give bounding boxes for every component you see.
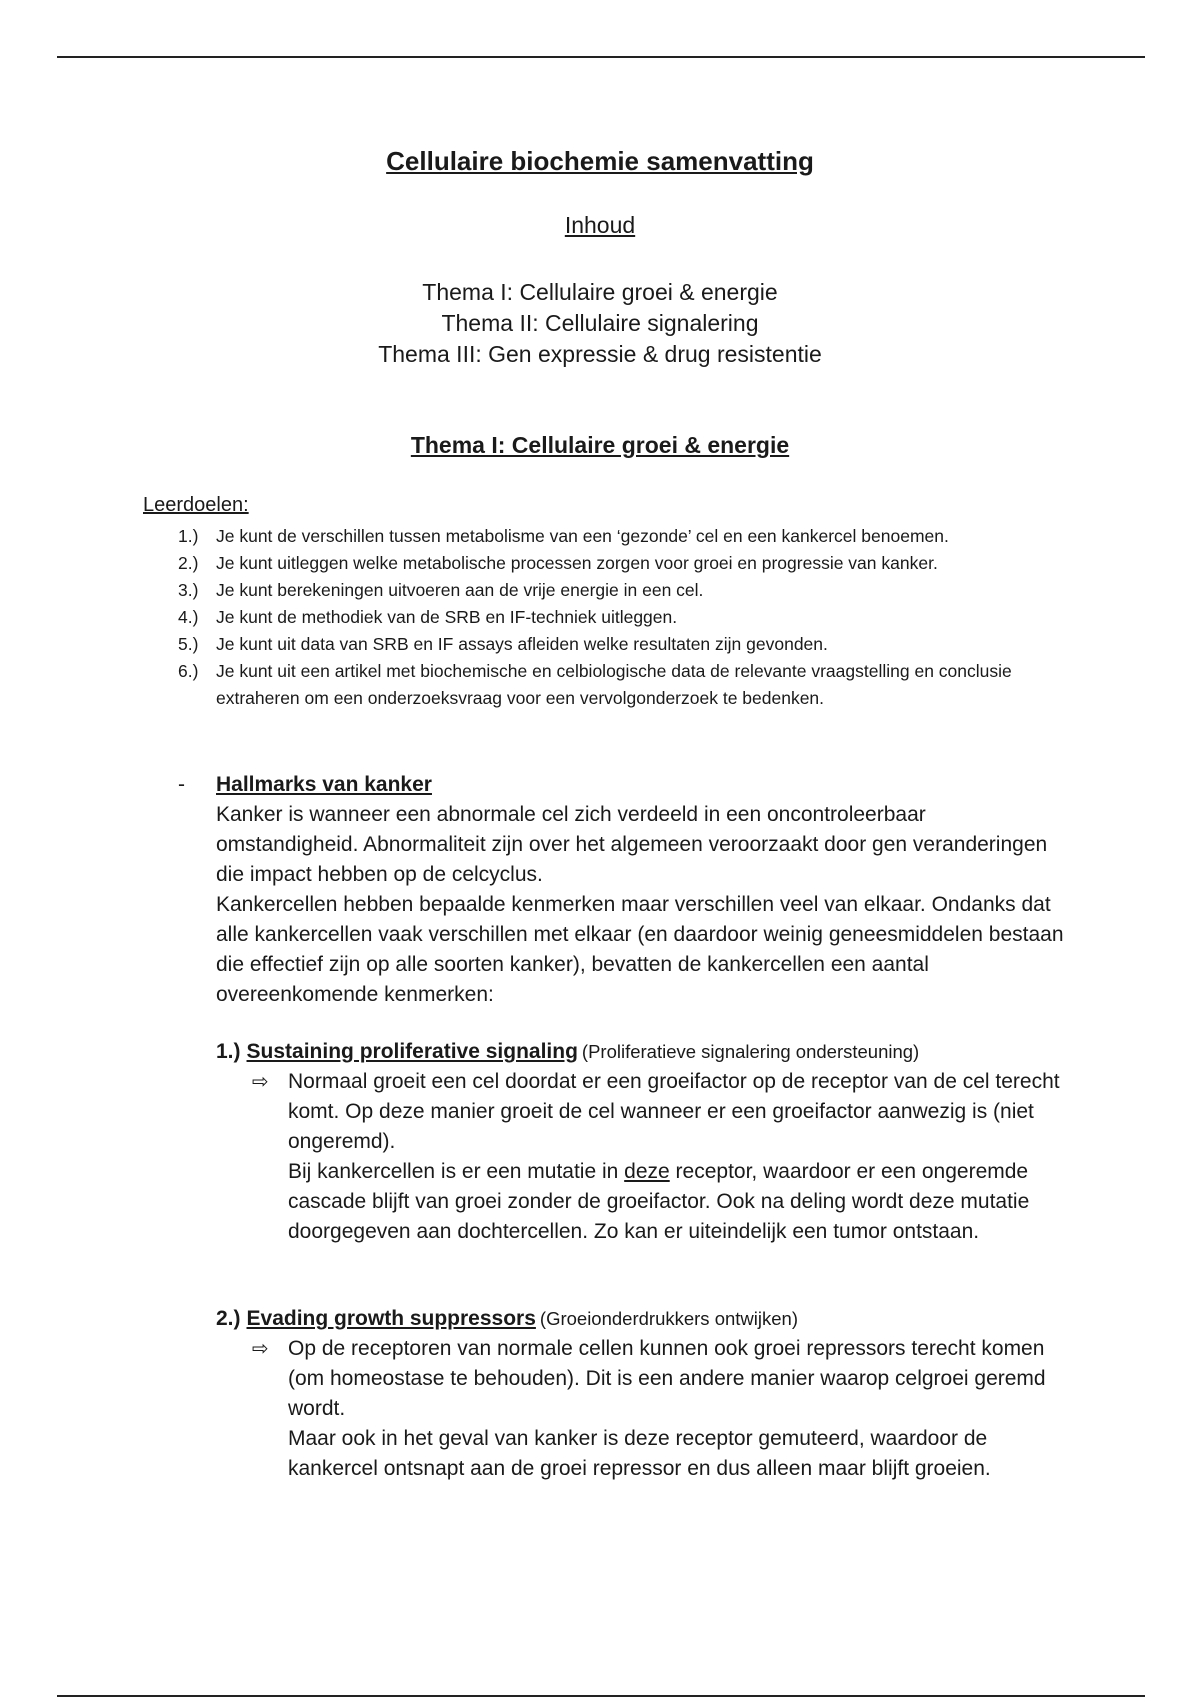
leerdoelen-list: [170, 523, 1060, 712]
leerdoelen-heading: Leerdoelen:: [143, 494, 249, 516]
text-run: Bij kankercellen is er een mutatie in: [288, 1160, 625, 1183]
bullet-dash: -: [178, 773, 185, 796]
page-top-rule: [57, 56, 1145, 58]
item-label: Evading growth suppressors: [246, 1307, 536, 1330]
hallmark-item-2: [216, 1304, 1076, 1484]
hallmarks-heading: Hallmarks van kanker: [216, 773, 432, 796]
hallmarks-body: [216, 800, 1068, 1010]
paragraph: Normaal groeit een cel doordat er een groeifactor op de receptor van de cel terecht komt. Op deze manier groeit de cel wanneer er een groeifactor aanwezig is (niet ongeremd).: [288, 1070, 1060, 1153]
list-number: 4.): [178, 607, 199, 627]
list-number: 5.): [178, 634, 199, 654]
list-item: [170, 631, 1060, 658]
list-item: [170, 550, 1060, 577]
list-text: Je kunt de methodiek van de SRB en IF-techniek uitleggen.: [216, 607, 678, 627]
hallmark-item-heading: [216, 1304, 1076, 1334]
paragraph: [288, 1157, 1076, 1247]
toc-entry: Thema III: Gen expressie & drug resistentie: [378, 341, 822, 367]
list-text: Je kunt berekeningen uitvoeren aan de vrije energie in een cel.: [216, 580, 704, 600]
list-number: 3.): [178, 580, 199, 600]
document-title: Cellulaire biochemie samenvatting: [386, 146, 814, 176]
list-item: [170, 604, 1060, 631]
item-number: 1.): [216, 1040, 241, 1063]
list-text: Je kunt uit data van SRB en IF assays afleiden welke resultaten zijn gevonden.: [216, 634, 828, 654]
paragraph: Op de receptoren van normale cellen kunnen ook groei repressors terecht komen (om homeostase te behouden). Dit is een andere manier waarop celgroei geremd wordt.: [288, 1337, 1046, 1420]
list-text: Je kunt uitleggen welke metabolische processen zorgen voor groei en progressie van kanker.: [216, 553, 938, 573]
hallmark-item-heading: [216, 1037, 1076, 1067]
list-item: [170, 523, 1060, 550]
toc-heading: Inhoud: [564, 212, 636, 238]
list-number: 1.): [178, 526, 199, 546]
arrow-right-icon: ⇨: [252, 1071, 269, 1093]
list-number: 2.): [178, 553, 199, 573]
item-label: Sustaining proliferative signaling: [246, 1040, 578, 1063]
list-item: [170, 658, 1060, 712]
paragraph: Kankercellen hebben bepaalde kenmerken maar verschillen veel van elkaar. Ondanks dat alle kankercellen vaak verschillen met elkaar (en daardoor weinig geneesmiddelen bestaan die effectief zijn op alle soorten kanker), bevatten de kankercellen een aantal overeenkomende kenmerken:: [216, 893, 1064, 1006]
section-title: Thema I: Cellulaire groei & energie: [410, 432, 790, 458]
item-point: [216, 1334, 1076, 1484]
item-translation: (Proliferatieve signalering ondersteuning): [581, 1041, 920, 1062]
list-item: [170, 577, 1060, 604]
page-bottom-rule: [57, 1695, 1145, 1697]
item-point: [216, 1067, 1076, 1247]
list-number: 6.): [178, 661, 199, 681]
arrow-right-icon: ⇨: [252, 1338, 269, 1360]
toc-entry: Thema II: Cellulaire signalering: [441, 310, 759, 336]
table-of-contents: [0, 277, 1200, 370]
paragraph: Maar ook in het geval van kanker is deze receptor gemuteerd, waardoor de kankercel ontsnapt aan de groei repressor en dus alleen maar blijft groeien.: [288, 1427, 991, 1480]
underlined-word: deze: [624, 1160, 670, 1183]
paragraph: Kanker is wanneer een abnormale cel zich verdeeld in een oncontroleerbaar omstandigheid. Abnormaliteit zijn over het algemeen veroorzaakt door gen veranderingen die impact hebben op de celcyclus.: [216, 803, 1048, 886]
list-text: Je kunt de verschillen tussen metabolisme van een ‘gezonde’ cel en een kankercel benoemen.: [216, 526, 949, 546]
text-run: receptor, waardoor er een ongeremde cascade blijft van groei zonder de groeifactor. Ook na deling wordt deze mutatie doorgegeven aan dochtercellen. Zo kan er uiteindelijk een tumor ontstaan.: [288, 1160, 1030, 1243]
list-text: Je kunt uit een artikel met biochemische en celbiologische data de relevante vraagstelling en conclusie extraheren om een onderzoeksvraag voor een vervolgonderzoek te bedenken.: [216, 661, 1012, 708]
item-translation: (Groeionderdrukkers ontwijken): [539, 1308, 798, 1329]
toc-entry: Thema I: Cellulaire groei & energie: [422, 279, 778, 305]
hallmarks-section: [178, 770, 1068, 1010]
hallmark-item-1: [216, 1037, 1076, 1247]
item-number: 2.): [216, 1307, 241, 1330]
